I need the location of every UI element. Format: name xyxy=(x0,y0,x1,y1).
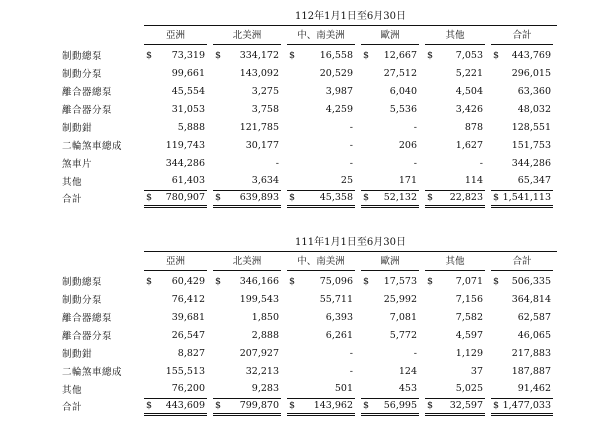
cell-value: 22,823 xyxy=(449,192,483,203)
value-cell xyxy=(213,308,281,326)
column-header-rule xyxy=(144,270,207,271)
value-cell xyxy=(425,136,485,154)
cell-value: 91,462 xyxy=(517,383,551,395)
cell-value: 20,529 xyxy=(319,67,353,79)
cell-value: 187,887 xyxy=(511,365,551,377)
cell-value: 7,071 xyxy=(455,275,483,287)
value-cell xyxy=(144,308,207,326)
cell-value: 25 xyxy=(340,175,353,187)
value-cell xyxy=(425,308,485,326)
value-cell xyxy=(287,362,355,380)
row-label: 制動分泵 xyxy=(62,295,103,306)
value-cell xyxy=(491,100,553,118)
data-table xyxy=(0,46,553,208)
value-cell xyxy=(287,46,355,64)
row-label: 合計 xyxy=(62,194,83,205)
value-cell xyxy=(491,46,553,64)
table-row xyxy=(0,82,553,100)
value-cell xyxy=(213,326,281,344)
currency-symbol: $ xyxy=(363,49,370,61)
value-cell xyxy=(287,82,355,100)
cell-value: 443,609 xyxy=(165,400,205,411)
currency-symbol: $ xyxy=(427,400,434,411)
value-cell xyxy=(491,362,553,380)
cell-value: 45,358 xyxy=(319,192,353,203)
cell-value: 7,053 xyxy=(455,49,483,61)
value-cell xyxy=(287,100,355,118)
cell-value: 9,283 xyxy=(251,383,279,395)
value-cell xyxy=(491,64,553,82)
value-cell xyxy=(144,344,207,362)
cell-value: 296,015 xyxy=(511,67,551,79)
value-cell xyxy=(144,398,207,414)
value-cell xyxy=(287,136,355,154)
table-row xyxy=(0,172,553,190)
cell-value: 4,259 xyxy=(325,103,353,115)
table-row xyxy=(0,380,553,398)
value-cell xyxy=(213,172,281,190)
cell-value: - xyxy=(413,121,417,133)
value-cell xyxy=(491,190,553,206)
cell-value: 5,772 xyxy=(389,329,417,341)
currency-symbol: $ xyxy=(363,275,370,287)
value-cell xyxy=(287,380,355,398)
row-label: 其他 xyxy=(62,177,83,188)
period-rule xyxy=(144,25,557,26)
currency-symbol: $ xyxy=(215,400,222,411)
cell-value: 7,156 xyxy=(455,293,483,305)
column-header-rule xyxy=(287,44,355,45)
cell-value: 780,907 xyxy=(165,192,205,203)
value-cell xyxy=(491,136,553,154)
value-cell xyxy=(144,290,207,308)
value-cell xyxy=(425,272,485,290)
value-cell xyxy=(213,46,281,64)
cell-value: 7,081 xyxy=(389,311,417,323)
cell-value: 65,347 xyxy=(517,175,551,187)
cell-value: 73,319 xyxy=(171,49,205,61)
cell-value: 45,554 xyxy=(171,85,205,97)
value-cell xyxy=(361,398,419,414)
total-row xyxy=(0,190,553,206)
value-cell xyxy=(213,272,281,290)
value-cell xyxy=(213,100,281,118)
currency-symbol: $ xyxy=(493,192,500,203)
table-row xyxy=(0,344,553,362)
value-cell xyxy=(213,82,281,100)
period-heading: 111年1月1日至6月30日 xyxy=(295,237,406,248)
row-label: 制動總泵 xyxy=(62,277,103,288)
value-cell xyxy=(491,308,553,326)
cell-value: 506,335 xyxy=(511,275,551,287)
cell-value: 2,888 xyxy=(251,329,279,341)
cell-value: 453 xyxy=(398,383,417,395)
cell-value: 501 xyxy=(334,383,353,395)
value-cell xyxy=(144,272,207,290)
value-cell xyxy=(144,190,207,206)
value-cell xyxy=(425,290,485,308)
cell-value: 75,096 xyxy=(319,275,353,287)
table-row xyxy=(0,326,553,344)
value-cell xyxy=(287,154,355,172)
row-label: 煞車片 xyxy=(62,159,93,170)
value-cell xyxy=(144,100,207,118)
period-heading: 112年1月1日至6月30日 xyxy=(295,11,406,22)
cell-value: 143,092 xyxy=(239,67,279,79)
currency-symbol: $ xyxy=(289,192,296,203)
table-row xyxy=(0,64,553,82)
column-header-rule xyxy=(491,270,553,271)
value-cell xyxy=(144,118,207,136)
table-row xyxy=(0,100,553,118)
currency-symbol: $ xyxy=(215,275,222,287)
cell-value: 62,587 xyxy=(517,311,551,323)
cell-value: - xyxy=(413,347,417,359)
row-label: 離合器總泵 xyxy=(62,87,113,98)
cell-value: - xyxy=(479,157,483,169)
cell-value: 6,040 xyxy=(389,85,417,97)
cell-value: 8,827 xyxy=(177,347,205,359)
cell-value: 5,536 xyxy=(389,103,417,115)
currency-symbol: $ xyxy=(215,192,222,203)
cell-value: 1,129 xyxy=(455,347,483,359)
currency-symbol: $ xyxy=(289,49,296,61)
cell-value: 63,360 xyxy=(517,85,551,97)
value-cell xyxy=(425,362,485,380)
cell-value: 1,850 xyxy=(251,311,279,323)
cell-value: 128,551 xyxy=(511,121,551,133)
currency-symbol: $ xyxy=(146,49,153,61)
cell-value: 99,661 xyxy=(171,67,205,79)
column-header: 亞洲 xyxy=(165,30,185,41)
currency-symbol: $ xyxy=(289,275,296,287)
column-header-rule xyxy=(144,44,207,45)
data-table xyxy=(0,272,553,416)
value-cell xyxy=(213,190,281,206)
value-cell xyxy=(213,344,281,362)
cell-value: 76,412 xyxy=(171,293,205,305)
currency-symbol: $ xyxy=(146,275,153,287)
cell-value: 124 xyxy=(398,365,417,377)
value-cell xyxy=(361,172,419,190)
row-label: 制動分泵 xyxy=(62,69,103,80)
cell-value: 217,883 xyxy=(511,347,551,359)
cell-value: 1,477,033 xyxy=(502,400,551,411)
value-cell xyxy=(144,46,207,64)
value-cell xyxy=(491,154,553,172)
value-cell xyxy=(361,326,419,344)
value-cell xyxy=(287,290,355,308)
cell-value: 30,177 xyxy=(245,139,279,151)
value-cell xyxy=(287,64,355,82)
row-label: 制動總泵 xyxy=(62,51,103,62)
cell-value: 32,213 xyxy=(245,365,279,377)
value-cell xyxy=(213,290,281,308)
cell-value: 114 xyxy=(464,175,483,187)
column-header: 其他 xyxy=(445,30,465,41)
cell-value: 121,785 xyxy=(239,121,279,133)
value-cell xyxy=(287,272,355,290)
cell-value: - xyxy=(349,365,353,377)
cell-value: - xyxy=(349,121,353,133)
currency-symbol: $ xyxy=(215,49,222,61)
value-cell xyxy=(213,398,281,414)
column-header-rule xyxy=(213,270,281,271)
cell-value: 639,893 xyxy=(239,192,279,203)
cell-value: 3,987 xyxy=(325,85,353,97)
value-cell xyxy=(361,82,419,100)
cell-value: 346,166 xyxy=(239,275,279,287)
cell-value: 155,513 xyxy=(165,365,205,377)
cell-value: 16,558 xyxy=(319,49,353,61)
cell-value: 61,403 xyxy=(171,175,205,187)
value-cell xyxy=(491,82,553,100)
value-cell xyxy=(361,380,419,398)
value-cell xyxy=(491,398,553,414)
value-cell xyxy=(491,118,553,136)
cell-value: 199,543 xyxy=(239,293,279,305)
column-header: 其他 xyxy=(445,256,465,267)
value-cell xyxy=(361,46,419,64)
cell-value: 3,758 xyxy=(251,103,279,115)
cell-value: 39,681 xyxy=(171,311,205,323)
column-header-rule xyxy=(491,44,553,45)
row-label: 二輪煞車總成 xyxy=(62,141,123,152)
cell-value: - xyxy=(413,157,417,169)
value-cell xyxy=(213,136,281,154)
cell-value: 3,426 xyxy=(455,103,483,115)
value-cell xyxy=(213,380,281,398)
currency-symbol: $ xyxy=(427,49,434,61)
value-cell xyxy=(361,308,419,326)
cell-value: 878 xyxy=(464,121,483,133)
cell-value: 26,547 xyxy=(171,329,205,341)
cell-value: - xyxy=(349,157,353,169)
currency-symbol: $ xyxy=(146,192,153,203)
row-label: 離合器分泵 xyxy=(62,331,113,342)
value-cell xyxy=(287,326,355,344)
row-label: 二輪煞車總成 xyxy=(62,367,123,378)
cell-value: - xyxy=(349,347,353,359)
column-header: 歐洲 xyxy=(380,30,400,41)
value-cell xyxy=(287,190,355,206)
cell-value: 344,286 xyxy=(165,157,205,169)
cell-value: 4,597 xyxy=(455,329,483,341)
value-cell xyxy=(491,172,553,190)
cell-value: 207,927 xyxy=(239,347,279,359)
value-cell xyxy=(287,344,355,362)
cell-value: 25,992 xyxy=(383,293,417,305)
value-cell xyxy=(361,136,419,154)
cell-value: 3,275 xyxy=(251,85,279,97)
cell-value: 60,429 xyxy=(171,275,205,287)
column-header: 合計 xyxy=(512,256,532,267)
value-cell xyxy=(425,326,485,344)
column-header: 合計 xyxy=(512,30,532,41)
value-cell xyxy=(425,100,485,118)
value-cell xyxy=(287,308,355,326)
cell-value: 55,711 xyxy=(319,293,353,305)
currency-symbol: $ xyxy=(289,400,296,411)
currency-symbol: $ xyxy=(363,400,370,411)
value-cell xyxy=(361,64,419,82)
value-cell xyxy=(287,172,355,190)
cell-value: 52,132 xyxy=(383,192,417,203)
value-cell xyxy=(213,64,281,82)
value-cell xyxy=(425,190,485,206)
value-cell xyxy=(144,82,207,100)
table-row xyxy=(0,136,553,154)
column-header-rule xyxy=(425,270,485,271)
cell-value: - xyxy=(349,139,353,151)
value-cell xyxy=(425,82,485,100)
value-cell xyxy=(144,136,207,154)
currency-symbol: $ xyxy=(427,275,434,287)
cell-value: 206 xyxy=(398,139,417,151)
cell-value: 56,995 xyxy=(383,400,417,411)
row-label: 合計 xyxy=(62,402,83,413)
table-row xyxy=(0,308,553,326)
table-row xyxy=(0,118,553,136)
column-header: 北美洲 xyxy=(232,256,262,267)
cell-value: 46,065 xyxy=(517,329,551,341)
value-cell xyxy=(361,154,419,172)
cell-value: 27,512 xyxy=(383,67,417,79)
value-cell xyxy=(425,154,485,172)
cell-value: 31,053 xyxy=(171,103,205,115)
value-cell xyxy=(491,380,553,398)
value-cell xyxy=(361,290,419,308)
cell-value: 171 xyxy=(398,175,417,187)
value-cell xyxy=(425,344,485,362)
cell-value: 1,541,113 xyxy=(502,192,551,203)
cell-value: 344,286 xyxy=(511,157,551,169)
value-cell xyxy=(425,46,485,64)
row-label: 制動鉗 xyxy=(62,349,93,360)
cell-value: 32,597 xyxy=(449,400,483,411)
cell-value: 6,261 xyxy=(325,329,353,341)
column-header: 中、南美洲 xyxy=(297,30,345,41)
cell-value: 443,769 xyxy=(511,49,551,61)
cell-value: 7,582 xyxy=(455,311,483,323)
row-label: 離合器分泵 xyxy=(62,105,113,116)
value-cell xyxy=(144,380,207,398)
value-cell xyxy=(425,64,485,82)
cell-value: 37 xyxy=(470,365,483,377)
value-cell xyxy=(491,326,553,344)
column-header: 歐洲 xyxy=(380,256,400,267)
row-label: 其他 xyxy=(62,385,83,396)
column-header-rule xyxy=(287,270,355,271)
value-cell xyxy=(361,100,419,118)
cell-value: 6,393 xyxy=(325,311,353,323)
table-row xyxy=(0,362,553,380)
value-cell xyxy=(361,190,419,206)
cell-value: 119,743 xyxy=(165,139,205,151)
value-cell xyxy=(213,362,281,380)
column-header: 中、南美洲 xyxy=(297,256,345,267)
value-cell xyxy=(425,172,485,190)
cell-value: 3,634 xyxy=(251,175,279,187)
table-row xyxy=(0,272,553,290)
cell-value: 5,025 xyxy=(455,383,483,395)
cell-value: 5,221 xyxy=(455,67,483,79)
cell-value: 143,962 xyxy=(313,400,353,411)
cell-value: 5,888 xyxy=(177,121,205,133)
value-cell xyxy=(144,362,207,380)
cell-value: - xyxy=(275,157,279,169)
value-cell xyxy=(361,118,419,136)
value-cell xyxy=(361,362,419,380)
currency-symbol: $ xyxy=(493,49,500,61)
cell-value: 76,200 xyxy=(171,383,205,395)
cell-value: 799,870 xyxy=(239,400,279,411)
column-header-rule xyxy=(213,44,281,45)
value-cell xyxy=(213,118,281,136)
cell-value: 151,753 xyxy=(511,139,551,151)
cell-value: 364,814 xyxy=(511,293,551,305)
currency-symbol: $ xyxy=(493,275,500,287)
value-cell xyxy=(425,398,485,414)
table-row xyxy=(0,290,553,308)
value-cell xyxy=(144,64,207,82)
value-cell xyxy=(425,118,485,136)
value-cell xyxy=(287,398,355,414)
value-cell xyxy=(491,290,553,308)
cell-value: 17,573 xyxy=(383,275,417,287)
currency-symbol: $ xyxy=(427,192,434,203)
value-cell xyxy=(213,154,281,172)
currency-symbol: $ xyxy=(146,400,153,411)
cell-value: 334,172 xyxy=(239,49,279,61)
column-header: 北美洲 xyxy=(232,30,262,41)
value-cell xyxy=(287,118,355,136)
value-cell xyxy=(361,272,419,290)
cell-value: 48,032 xyxy=(517,103,551,115)
value-cell xyxy=(144,326,207,344)
row-label: 制動鉗 xyxy=(62,123,93,134)
currency-symbol: $ xyxy=(363,192,370,203)
column-header-rule xyxy=(361,270,419,271)
cell-value: 12,667 xyxy=(383,49,417,61)
column-header-rule xyxy=(425,44,485,45)
value-cell xyxy=(144,172,207,190)
value-cell xyxy=(491,344,553,362)
cell-value: 1,627 xyxy=(455,139,483,151)
value-cell xyxy=(144,154,207,172)
value-cell xyxy=(425,380,485,398)
period-rule xyxy=(144,251,557,252)
total-row xyxy=(0,398,553,414)
table-row xyxy=(0,46,553,64)
column-header-rule xyxy=(361,44,419,45)
row-label: 離合器總泵 xyxy=(62,313,113,324)
currency-symbol: $ xyxy=(493,400,500,411)
value-cell xyxy=(361,344,419,362)
column-header: 亞洲 xyxy=(165,256,185,267)
value-cell xyxy=(491,272,553,290)
table-row xyxy=(0,154,553,172)
cell-value: 4,504 xyxy=(455,85,483,97)
